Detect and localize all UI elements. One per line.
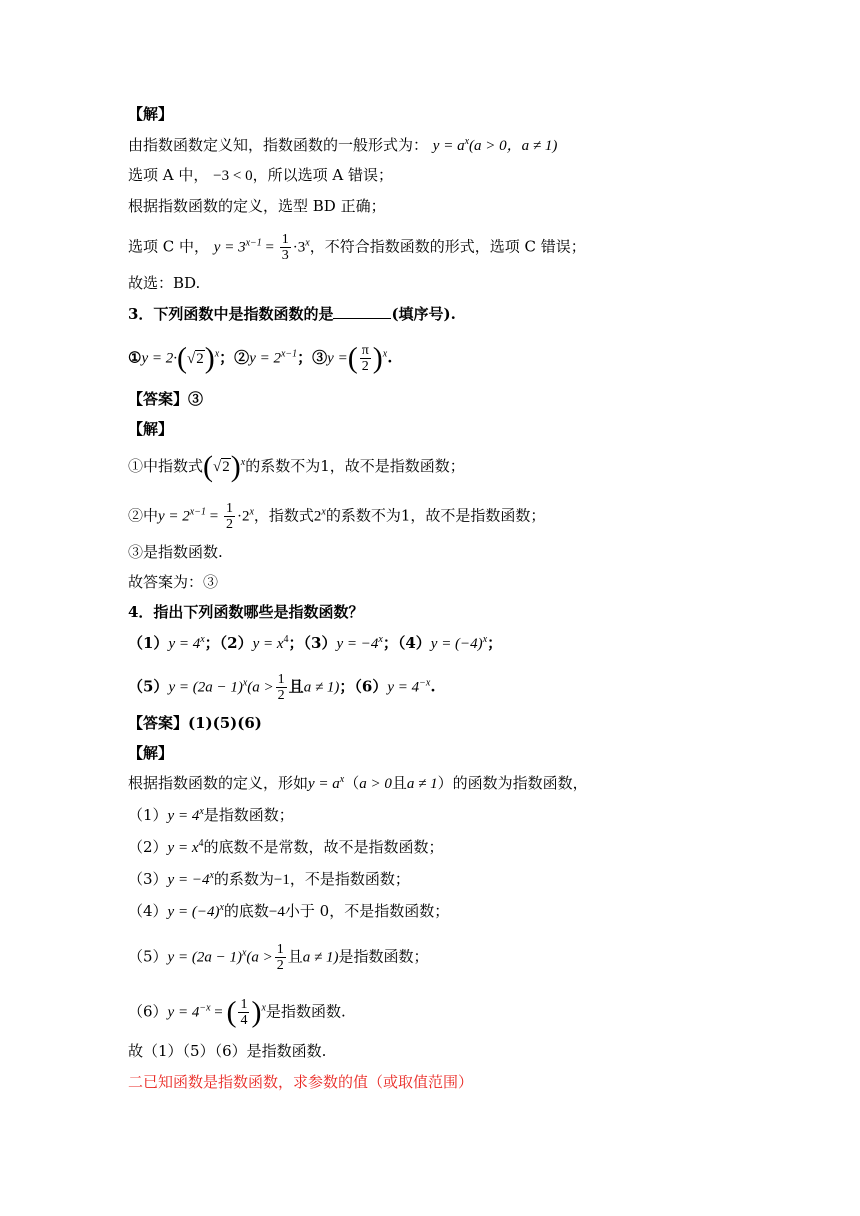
conclusion: 故（1）（5）（6）是指数函数.	[128, 1042, 327, 1060]
formula: y =	[327, 350, 348, 367]
paren-left: (	[176, 341, 187, 375]
item-number: ；（2）	[204, 634, 253, 652]
text: 选项 A 中，	[128, 166, 209, 184]
item-number: ；（3）	[288, 634, 337, 652]
superscript: x	[321, 506, 326, 518]
fraction	[276, 672, 287, 703]
answer-4: 【答案】(1)(5)(6)	[128, 714, 262, 732]
formula: y = 2	[249, 350, 281, 367]
fraction	[360, 343, 371, 374]
text: 选项 C 中，	[128, 237, 210, 256]
superscript: x	[200, 634, 205, 645]
item-number: （3）	[128, 870, 168, 888]
solution-heading: 【解】	[128, 420, 174, 438]
formula: y = (2a − 1)	[167, 949, 242, 966]
equals: =	[261, 239, 278, 256]
text: 且	[288, 677, 304, 696]
formula: a > 0	[359, 776, 392, 792]
paren-right: )	[204, 341, 215, 375]
radicand: 2	[196, 350, 204, 367]
text: 的系数不为1，故不是指数函数；	[325, 506, 546, 525]
option-marker: ①	[128, 348, 142, 367]
text: ，不是指数函数；	[289, 870, 410, 888]
item-number: （5）	[128, 677, 169, 696]
formula: −3 < 0	[213, 168, 253, 184]
formula: −1	[273, 872, 290, 888]
denominator: 2	[225, 517, 233, 532]
separator: ；③	[297, 348, 328, 367]
superscript: −x	[419, 677, 431, 689]
reason-6	[128, 997, 346, 1028]
formula: −4	[268, 904, 285, 920]
sqrt: √2	[186, 350, 204, 367]
item-number: ；（6）	[339, 677, 388, 696]
question-4-line1	[128, 632, 502, 655]
fill-blank	[333, 304, 391, 319]
superscript: x	[249, 506, 254, 518]
item-number: （6）	[128, 1002, 168, 1021]
choice-line: 故选：BD.	[128, 274, 201, 292]
superscript: x	[378, 634, 383, 645]
text: ；	[487, 634, 503, 652]
reason-4	[128, 900, 449, 923]
explain-2	[128, 501, 545, 532]
formula: (a >	[247, 679, 274, 696]
text: 是指数函数.	[265, 1002, 346, 1021]
superscript: x	[464, 136, 470, 147]
explain-4: 故答案为：③	[128, 573, 219, 591]
formula: a ≠ 1)	[302, 949, 339, 966]
superscript: x−1	[280, 348, 298, 360]
formula: y = a	[432, 138, 465, 154]
text: 是指数函数；	[338, 947, 429, 966]
formula: a ≠ 1	[406, 776, 438, 792]
denominator: 4	[240, 1013, 248, 1028]
superscript: x	[339, 774, 345, 785]
item-number: （4）	[128, 902, 168, 920]
text: 的系数为	[213, 870, 274, 888]
text: (填序号).	[391, 305, 456, 323]
text: ②中	[128, 506, 159, 525]
formula: ·3	[292, 239, 306, 256]
condition: (a > 0，a ≠ 1)	[469, 138, 558, 154]
item-number: （5）	[128, 947, 168, 966]
text: 且	[287, 947, 303, 966]
superscript: x	[382, 348, 388, 360]
superscript: x	[242, 677, 248, 689]
superscript: x	[305, 237, 310, 249]
numerator: 1	[276, 942, 284, 957]
option-c-line	[128, 232, 586, 263]
solution-heading: 【解】	[128, 105, 174, 123]
question-3	[128, 303, 456, 325]
superscript: x	[261, 1002, 266, 1014]
equals: =	[205, 508, 222, 525]
superscript: x	[199, 806, 204, 817]
numerator: 1	[281, 232, 289, 247]
reason-0	[128, 772, 588, 795]
paren-left: (	[226, 995, 237, 1029]
superscript: x	[214, 348, 220, 360]
text: 小于 0，不是指数函数；	[284, 902, 450, 920]
fraction	[224, 501, 235, 532]
item-number: （2）	[128, 838, 168, 856]
sqrt: √2	[213, 459, 230, 475]
superscript: x−1	[189, 506, 206, 518]
text: 是指数函数；	[203, 806, 294, 824]
fraction	[280, 232, 291, 263]
option-a-line	[128, 164, 393, 187]
question-3-options	[128, 343, 392, 374]
numerator: 1	[225, 501, 233, 516]
item-number: ；（4）	[382, 634, 431, 652]
formula: y = 2	[158, 508, 190, 525]
text: ，所以选项 A 错误；	[252, 166, 393, 184]
denominator: 2	[277, 688, 285, 703]
formula: 2	[313, 508, 322, 525]
text: （	[344, 774, 360, 792]
superscript: 4	[198, 838, 204, 849]
formula: y = (2a − 1)	[168, 679, 243, 696]
paren-left: (	[347, 341, 358, 375]
definition-line	[128, 134, 557, 157]
formula: a ≠ 1)	[303, 679, 340, 696]
denominator: 3	[281, 248, 289, 263]
text: 且	[391, 774, 407, 792]
explain-3: ③是指数函数.	[128, 543, 223, 561]
formula: y = 4	[168, 636, 201, 652]
text: ，指数式	[253, 506, 314, 525]
superscript: x	[209, 870, 214, 881]
paren-left: (	[203, 450, 214, 483]
formula: y = a	[308, 776, 340, 792]
fraction	[238, 997, 249, 1028]
formula: y = −4	[167, 872, 210, 888]
question-4-line2	[128, 672, 436, 703]
denominator: 2	[361, 359, 369, 374]
reason-3	[128, 868, 410, 891]
reason-1	[128, 804, 294, 827]
equals: =	[210, 1004, 227, 1021]
item-number: （1）	[128, 806, 168, 824]
formula: (a >	[246, 949, 273, 966]
formula: y = 4	[387, 679, 420, 696]
text: ，不符合指数函数的形式，选项 C 错误；	[309, 237, 586, 256]
superscript: x	[241, 947, 247, 959]
reason-5	[128, 942, 429, 973]
superscript: 4	[283, 634, 289, 645]
superscript: −x	[199, 1002, 211, 1014]
formula: y = (−4)	[430, 636, 483, 652]
item-number: （1）	[128, 634, 169, 652]
numerator: 1	[240, 997, 248, 1012]
superscript: x−1	[245, 237, 262, 249]
superscript: x	[219, 902, 224, 913]
text: ①中指数式	[128, 457, 204, 475]
text: 的底数	[223, 902, 269, 920]
denominator: 2	[276, 958, 284, 973]
text: 的底数不是常数，故不是指数函数；	[203, 838, 444, 856]
fraction	[275, 942, 286, 973]
reason-2	[128, 836, 444, 859]
formula: y = −4	[336, 636, 379, 652]
text: 根据指数函数的定义，形如	[128, 774, 309, 792]
radicand: 2	[222, 459, 230, 475]
answer-3: 【答案】③	[128, 390, 204, 408]
paren-right: )	[230, 450, 241, 483]
question-4: 4．指出下列函数哪些是指数函数？	[128, 603, 364, 621]
separator: ；②	[219, 348, 250, 367]
text: .	[387, 348, 393, 367]
option-bd-line: 根据指数函数的定义，选型 BD 正确；	[128, 197, 386, 215]
text: 由指数函数定义知，指数函数的一般形式为：	[128, 136, 429, 154]
text: 3．下列函数中是指数函数的是	[128, 305, 334, 323]
formula: y = 4	[167, 1004, 200, 1021]
paren-right: )	[372, 341, 383, 375]
formula: y = (−4)	[167, 904, 220, 920]
section-heading: 二已知函数是指数函数，求参数的值（或取值范围）	[128, 1073, 474, 1091]
paren-right: )	[251, 995, 262, 1029]
formula: y = x	[252, 636, 284, 652]
formula: y = 4	[167, 808, 200, 824]
solution-heading: 【解】	[128, 744, 174, 762]
text: 的系数不为1，故不是指数函数；	[245, 457, 465, 475]
formula: ·2	[236, 508, 250, 525]
superscript: x	[482, 634, 488, 645]
formula: y = 3	[213, 239, 246, 256]
numerator: 1	[277, 672, 285, 687]
explain-1	[128, 450, 465, 483]
superscript: x	[240, 457, 246, 468]
formula: y = 2·	[141, 350, 177, 367]
text: ）的函数为指数函数，	[437, 774, 588, 792]
formula: y = x	[167, 840, 199, 856]
numerator: π	[361, 343, 369, 358]
text: .	[430, 677, 436, 696]
